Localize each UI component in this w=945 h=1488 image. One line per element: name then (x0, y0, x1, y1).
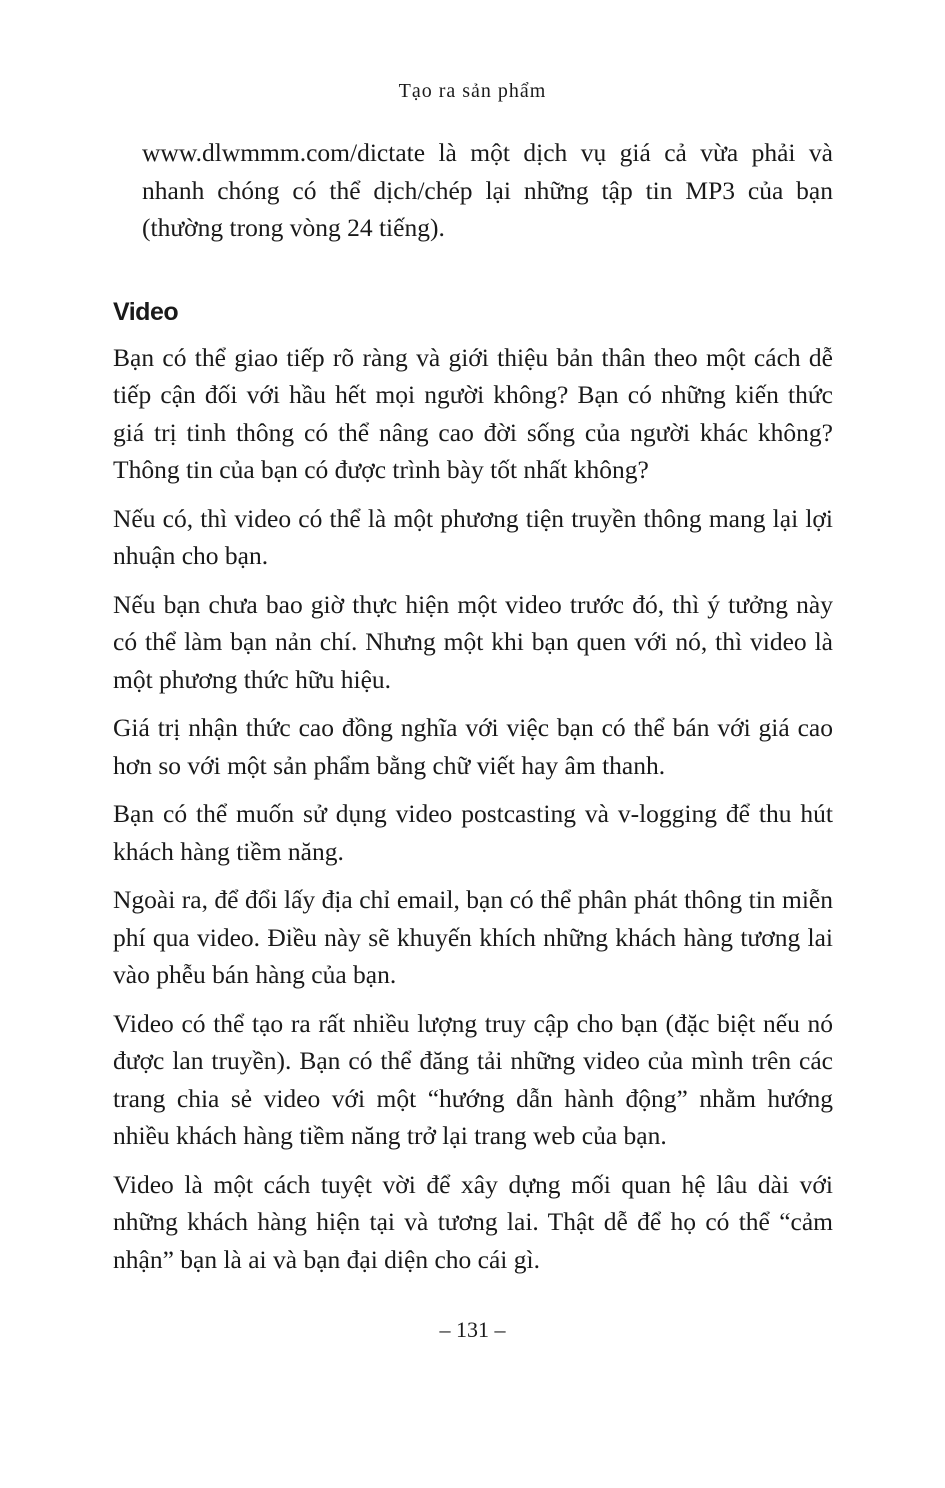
body-paragraph: Nếu bạn chưa bao giờ thực hiện một video trước đó, thì ý tưởng này có thể làm bạn nản chí. Nhưng một khi bạn quen với nó, thì video là một phương thức hữu hiệu. (113, 589, 833, 694)
body-paragraph: Nếu có, thì video có thể là một phương tiện truyền thông mang lại lợi nhuận cho bạn. (113, 503, 833, 570)
intro-paragraph: www.dlwmmm.com/dictate là một dịch vụ giá cả vừa phải và nhanh chóng có thể dịch/chép lại những tập tin MP3 của bạn (thường trong vòng 24 tiếng). (142, 138, 833, 242)
running-header: Tạo ra sản phẩm (398, 80, 547, 102)
body-paragraph: Giá trị nhận thức cao đồng nghĩa với việc bạn có thể bán với giá cao hơn so với một sản phẩm bằng chữ viết hay âm thanh. (113, 713, 833, 780)
body-paragraph: Bạn có thể giao tiếp rõ ràng và giới thiệu bản thân theo một cách dễ tiếp cận đối với hầu hết mọi người không? Bạn có những kiến thức giá trị tinh thông có thể nâng cao đời sống của người khác không? Thông tin của bạn có được trình bày tốt nhất không? (113, 342, 833, 484)
body-paragraph: Bạn có thể muốn sử dụng video postcasting và v-logging để thu hút khách hàng tiềm năng. (113, 799, 833, 866)
body-paragraph: Video là một cách tuyệt vời để xây dựng mối quan hệ lâu dài với những khách hàng hiện tại và tương lai. Thật dễ để họ có thể “cảm nhận” bạn là ai và bạn đại diện cho cái gì. (113, 1169, 833, 1274)
body-paragraph: Ngoài ra, để đổi lấy địa chỉ email, bạn có thể phân phát thông tin miễn phí qua video. Điều này sẽ khuyến khích những khách hàng tương lai vào phễu bán hàng của bạn. (113, 885, 833, 989)
section-heading: Video (113, 297, 179, 326)
body-paragraph: Video có thể tạo ra rất nhiều lượng truy cập cho bạn (đặc biệt nếu nó được lan truyền). Bạn có thể đăng tải những video của mình trên các trang chia sẻ video với một “hướng dẫn hành động” nhằm hướng nhiều khách hàng tiềm năng trở lại trang web của bạn. (113, 1008, 833, 1150)
page-body (113, 134, 833, 1289)
page-number: – 131 – (439, 1317, 506, 1342)
